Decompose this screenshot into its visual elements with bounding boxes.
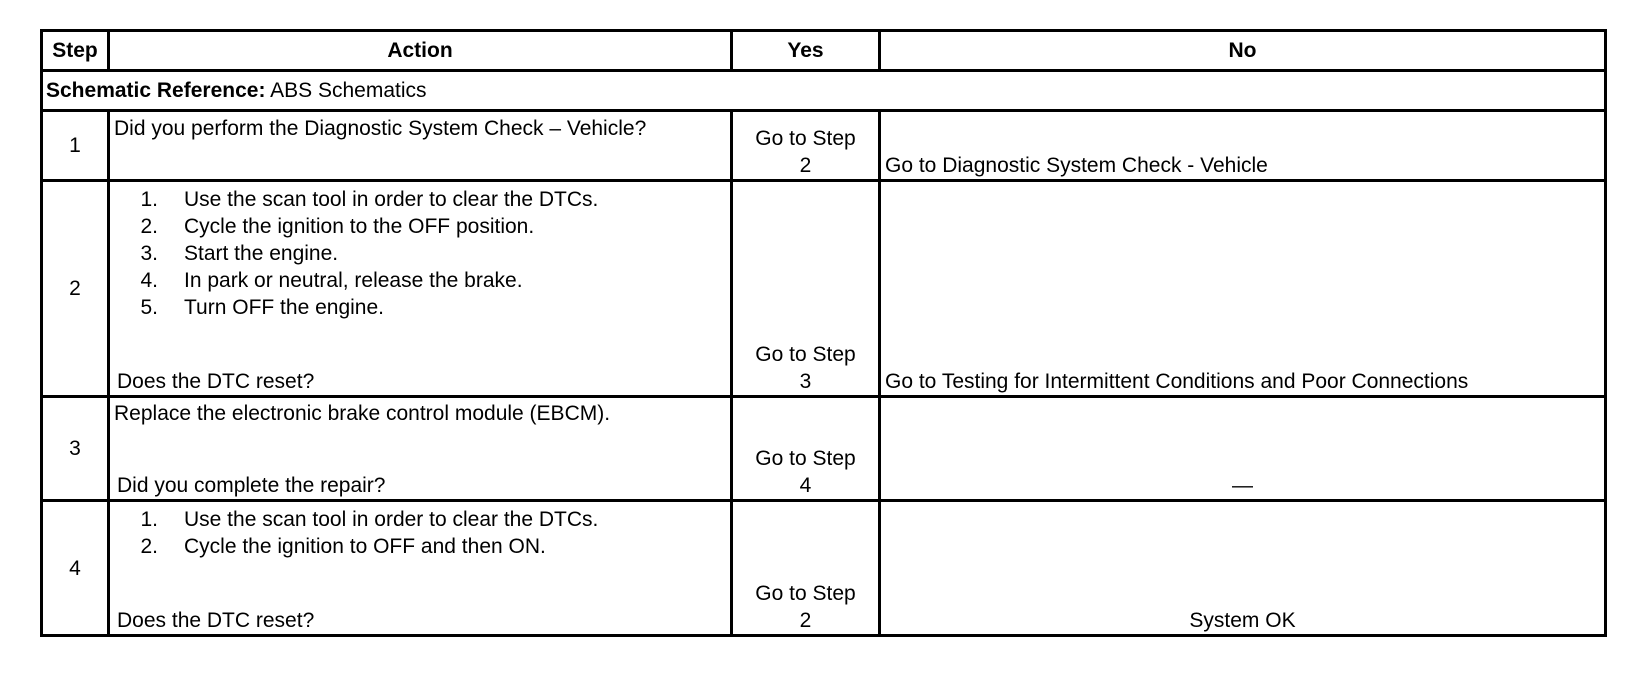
substep-list: [114, 186, 726, 321]
substep-item: [114, 240, 726, 267]
yes-text-line1: Go to Step: [755, 582, 856, 605]
substep-list: [114, 506, 726, 560]
schematic-reference-value: ABS Schematics: [270, 79, 427, 102]
substep-text: Turn OFF the engine.: [184, 296, 384, 319]
no-text: —: [1232, 474, 1253, 497]
substep-number: 1.: [140, 188, 158, 211]
substep-text: Cycle the ignition to the OFF position.: [184, 215, 535, 238]
substep-number: 2.: [140, 535, 158, 558]
step-number: 1: [42, 111, 109, 181]
yes-text-line1: Go to Step: [755, 447, 856, 470]
substep-number: 3.: [140, 242, 158, 265]
yes-cell: [732, 111, 880, 181]
table-row: [42, 111, 1606, 181]
no-cell: [880, 181, 1606, 397]
action-question: Did you complete the repair?: [117, 474, 386, 497]
action-cell: [109, 397, 732, 501]
no-text: System OK: [1189, 609, 1296, 632]
action-question: Does the DTC reset?: [117, 370, 315, 393]
substep-text: In park or neutral, release the brake.: [184, 269, 523, 292]
action-cell: [109, 501, 732, 636]
substep-item: [114, 213, 726, 240]
header-action: Action: [109, 31, 732, 71]
step-number: 4: [42, 501, 109, 636]
substep-number: 1.: [140, 508, 158, 531]
substep-text: Use the scan tool in order to clear the DTCs.: [184, 188, 599, 211]
table-header-row: [42, 31, 1606, 71]
substep-number: 4.: [140, 269, 158, 292]
substep-item: [114, 294, 726, 321]
substep-text: Cycle the ignition to OFF and then ON.: [184, 535, 546, 558]
substep-item: [114, 267, 726, 294]
table-row: [42, 181, 1606, 397]
action-instruction: Replace the electronic brake control module (EBCM).: [114, 402, 611, 425]
header-no: No: [880, 31, 1606, 71]
action-question: Did you perform the Diagnostic System Check – Vehicle?: [114, 117, 647, 140]
yes-text-line1: Go to Step: [755, 343, 856, 366]
yes-cell: [732, 501, 880, 636]
no-cell: [880, 397, 1606, 501]
no-text: Go to Diagnostic System Check - Vehicle: [885, 154, 1268, 177]
table-row: [42, 501, 1606, 636]
substep-text: Use the scan tool in order to clear the DTCs.: [184, 508, 599, 531]
substep-text: Start the engine.: [184, 242, 339, 265]
no-cell: [880, 501, 1606, 636]
yes-cell: [732, 397, 880, 501]
schematic-reference-label: Schematic Reference:: [46, 79, 266, 102]
schematic-reference-row: [42, 71, 1606, 111]
yes-step-number: 3: [799, 370, 812, 393]
header-yes: Yes: [732, 31, 880, 71]
step-number: 2: [42, 181, 109, 397]
diagnostic-table: [40, 29, 1607, 637]
yes-step-number: 2: [799, 609, 812, 632]
no-cell: [880, 111, 1606, 181]
substep-item: [114, 506, 726, 533]
action-cell: [109, 181, 732, 397]
table-row: [42, 397, 1606, 501]
step-number: 3: [42, 397, 109, 501]
substep-number: 2.: [140, 215, 158, 238]
yes-step-number: 2: [799, 154, 812, 177]
yes-step-number: 4: [799, 474, 812, 497]
yes-text-line1: Go to Step: [755, 127, 856, 150]
header-step: Step: [42, 31, 109, 71]
yes-cell: [732, 181, 880, 397]
schematic-reference: [42, 71, 1606, 111]
substep-item: [114, 533, 726, 560]
action-question: Does the DTC reset?: [117, 609, 315, 632]
no-text: Go to Testing for Intermittent Conditions and Poor Connections: [885, 370, 1469, 393]
action-cell: [109, 111, 732, 181]
substep-number: 5.: [140, 296, 158, 319]
substep-item: [114, 186, 726, 213]
